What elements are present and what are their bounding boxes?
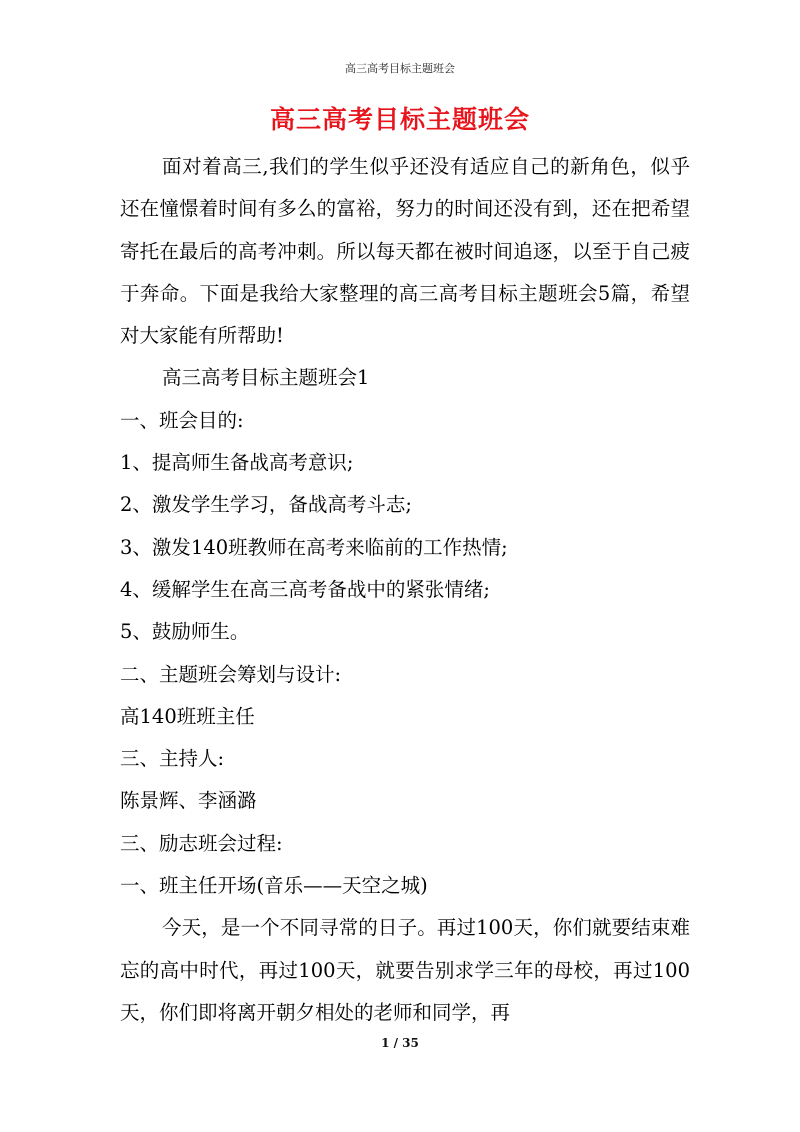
list-item: 4、缓解学生在高三高考备战中的紧张情绪; [120,577,490,601]
page-number: 1 / 35 [381,1036,419,1050]
document-body [120,146,690,1034]
list-heading-process: 三、励志班会过程: [120,831,283,855]
document-title: 高三高考目标主题班会 [269,105,530,134]
host-names: 陈景辉、李涵潞 [120,789,257,813]
intro-paragraph: 面对着高三,我们的学生似乎还没有适应自己的新角色，似乎还在憧憬着时间有多么的富裕，努力的时间还没有到，还在把希望寄托在最后的高考冲刺。所以每天都在被时间追逐，以至于自己疲于奔命。下面是我给大家整理的高三高考目标主题班会5篇，希望对大家能有所帮助! [120,155,690,348]
process-step: 一、班主任开场(音乐——天空之城) [120,874,428,898]
running-header: 高三高考目标主题班会 [345,62,455,75]
list-item: 5、鼓励师生。 [120,620,250,644]
list-heading-purpose: 一、班会目的: [120,408,244,432]
speech-paragraph: 今天，是一个不同寻常的日子。再过100天，你们就要结束难忘的高中时代，再过100天，就要告别求学三年的母校，再过100天，你们即将离开朝夕相处的老师和同学，再 [120,916,690,1024]
section-heading: 高三高考目标主题班会1 [162,366,370,390]
list-item: 2、激发学生学习，备战高考斗志; [120,493,412,517]
list-item: 3、激发140班教师在高考来临前的工作热情; [120,535,508,559]
list-heading-planning: 二、主题班会筹划与设计: [120,662,342,686]
list-item: 1、提高师生备战高考意识; [120,451,354,475]
list-heading-host: 三、主持人: [120,747,225,771]
planner-line: 高140班班主任 [120,704,255,728]
